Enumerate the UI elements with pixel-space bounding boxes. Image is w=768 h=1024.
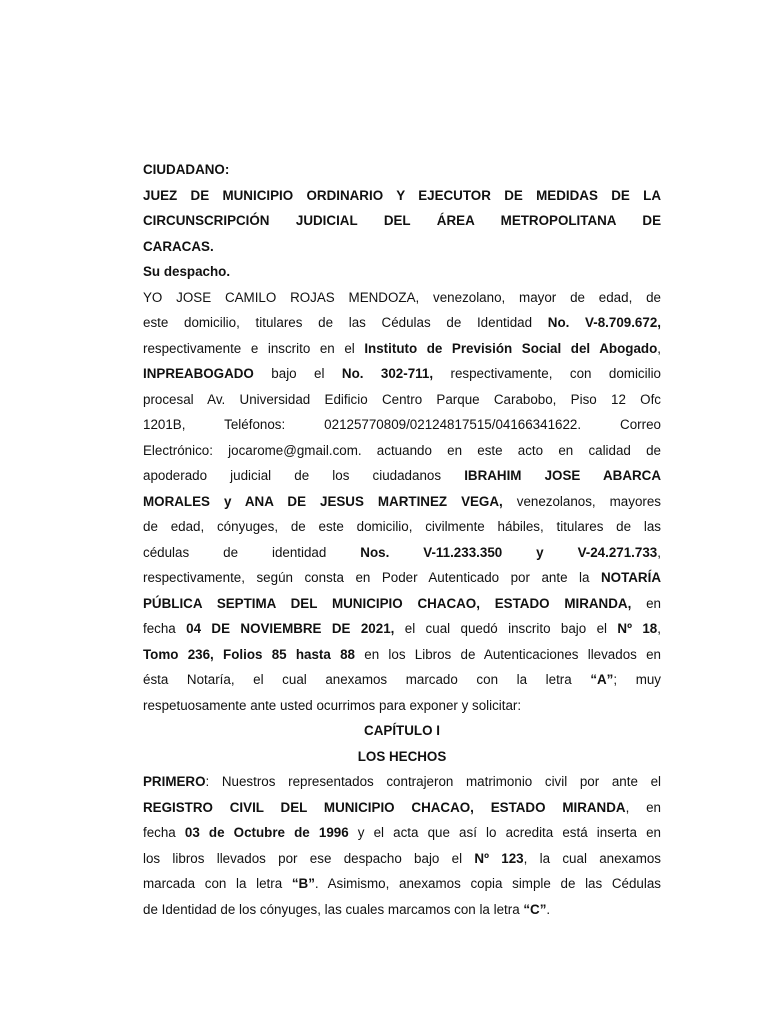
addressee-line-2 [143,208,661,234]
client-names-2: MORALES y ANA DE JESUS MARTINEZ VEGA, [143,493,503,509]
inpreabogado-number: No. 302-711, [341,366,434,381]
intro-text: , [657,340,661,356]
intro-text: , [657,544,661,560]
annex-letter-a: “A” [590,672,614,687]
intro-text: fecha [143,621,187,636]
intro-line-4 [143,361,661,387]
primero-text: de Identidad de los cónyuges, las cuales marcamos con la letra [143,901,524,917]
intro-text: bajo el [253,366,342,381]
primero-label: PRIMERO [143,774,206,789]
intro-text: en los Libros de Autenticaciones llevados en [355,646,661,662]
acta-number: Nº 123 [474,850,524,866]
cedula-number: No. V-8.709.672, [547,315,661,330]
salutation [143,157,661,183]
primero-text: , en [625,799,661,815]
institute-name: Instituto de Previsión Social del Abogado [364,340,658,356]
primero-line-3 [143,820,661,846]
primero-text: , la cual anexamos [523,850,661,866]
intro-line-15 [143,642,661,668]
addressee-text-2: CIRCUNSCRIPCIÓN JUDICIAL DEL ÁREA METROPOLITANA DE [143,213,661,228]
primero-text: : Nuestros representados contrajeron matrimonio civil por ante el [205,774,661,789]
intro-line-12 [143,565,661,591]
addressee-text-1: JUEZ DE MUNICIPIO ORDINARIO Y EJECUTOR DE MEDIDAS DE LA [143,187,661,203]
poder-date: 04 DE NOVIEMBRE DE 2021, [186,621,395,636]
chapter-subtitle [143,744,661,770]
salutation-text: CIUDADANO: [143,162,230,177]
tomo-folios: Tomo 236, Folios 85 hasta 88 [143,646,355,662]
intro-text: respetuosamente ante usted ocurrimos para exponer y solicitar: [143,697,522,713]
primero-text: y el acta que así lo acredita está inserta en [348,825,661,840]
notaria-name: PÚBLICA SEPTIMA DEL MUNICIPIO CHACAO, ESTADO MIRANDA, [143,595,632,611]
primero-line-5 [143,871,661,897]
intro-text: , [657,621,661,636]
intro-line-13 [143,591,661,617]
primero-line-4 [143,846,661,872]
intro-line-8 [143,463,661,489]
intro-text: de edad, cónyuges, de este domicilio, civilmente hábiles, titulares de las [143,519,661,534]
primero-text: . [546,901,551,917]
annex-letter-c: “C” [523,901,547,917]
intro-text: en [631,595,661,611]
chapter-subtitle-text: LOS HECHOS [357,748,447,764]
intro-line-11 [143,540,661,566]
registro-civil-name: REGISTRO CIVIL DEL MUNICIPIO CHACAO, ESTADO MIRANDA [143,799,626,815]
inpreabogado-label: INPREABOGADO [143,366,254,381]
intro-text: venezolanos, mayores [502,493,661,509]
poder-number: Nº 18 [617,621,658,636]
intro-line-2 [143,310,661,336]
intro-line-7 [143,438,661,464]
intro-text: 1201B, Teléfonos: 02125770809/02124817515/04166341622. Correo [143,417,661,432]
intro-line-5 [143,387,661,413]
primero-line-2 [143,795,661,821]
intro-text: YO JOSE CAMILO ROJAS MENDOZA, venezolano, mayor de edad, de [143,289,661,305]
intro-text: ésta Notaría, el cual anexamos marcado con la letra [143,672,591,687]
client-name-1: IBRAHIM JOSE ABARCA [464,468,661,483]
intro-text: Electrónico: jocarome@gmail.com. actuando en este acto en calidad de [143,442,661,458]
primero-line-6 [143,897,661,923]
intro-text: el cual quedó inscrito bajo el [394,621,618,636]
addressee-line-1 [143,183,661,209]
intro-text: respectivamente e inscrito en el [143,340,365,356]
intro-text: respectivamente, con domicilio [433,366,661,381]
document-body [143,157,661,922]
intro-line-10 [143,514,661,540]
primero-text: fecha [143,825,185,840]
addressee-line-3 [143,234,661,260]
intro-line-9 [143,489,661,515]
intro-line-3 [143,336,661,362]
intro-text: respectivamente, según consta en Poder Autenticado por ante la [143,570,601,585]
client-cedulas: Nos. V-11.233.350 y V-24.271.733 [360,544,658,560]
intro-line-17 [143,693,661,719]
closing-text: Su despacho. [143,264,231,279]
chapter-title-text: CAPÍTULO I [364,723,440,738]
notaria-label: NOTARÍA [600,570,661,585]
primero-text: los libros llevados por ese despacho bajo el [143,850,475,866]
chapter-title [143,718,661,744]
intro-text: ; muy [613,672,661,687]
intro-line-6 [143,412,661,438]
annex-letter-b: “B” [291,876,315,891]
intro-text: procesal Av. Universidad Edificio Centro Parque Carabobo, Piso 12 Ofc [143,391,661,407]
intro-text: apoderado judicial de los ciudadanos [143,468,465,483]
intro-line-16 [143,667,661,693]
closing-line [143,259,661,285]
marriage-date: 03 de Octubre de 1996 [184,825,349,840]
primero-text: marcada con la letra [143,876,292,891]
primero-text: . Asimismo, anexamos copia simple de las Cédulas [314,876,661,891]
intro-text: este domicilio, titulares de las Cédulas de Identidad [143,315,548,330]
intro-text: cédulas de identidad [143,544,361,560]
primero-line-1 [143,769,661,795]
intro-line-14 [143,616,661,642]
intro-line-1 [143,285,661,311]
addressee-text-3: CARACAS. [143,238,214,254]
